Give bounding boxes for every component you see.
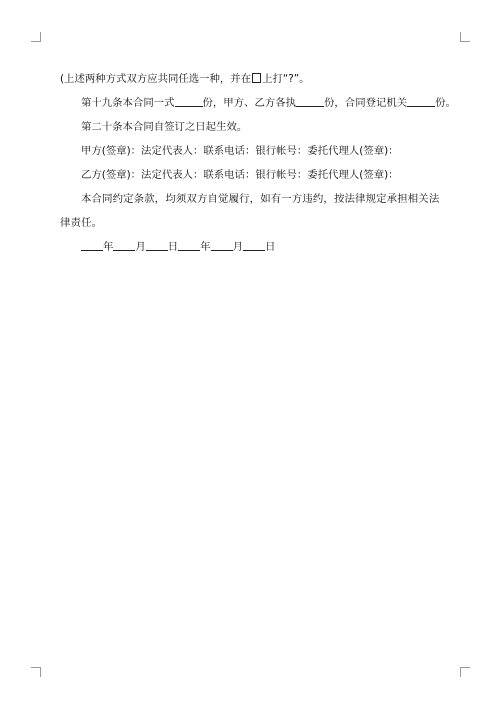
paragraph-selection-note xyxy=(60,67,444,91)
date-year-label-2: 年 xyxy=(200,241,211,253)
article-19-text-d: 份。 xyxy=(435,97,456,109)
crop-mark-bottom-left xyxy=(31,667,41,677)
note-text-before-box: (上述两种方式双方应共同任选一种，并在 xyxy=(60,73,252,85)
blank-day-1 xyxy=(146,240,168,251)
blank-month-2 xyxy=(211,240,233,251)
blank-day-2 xyxy=(243,240,265,251)
crop-mark-bottom-right xyxy=(460,667,470,677)
date-month-label-2: 月 xyxy=(232,241,243,253)
date-month-label-1: 月 xyxy=(135,241,146,253)
blank-copies-total xyxy=(175,96,203,107)
note-text-after-box: 上打“?”。 xyxy=(262,73,310,85)
paragraph-obligation-clause: 本合同约定条款，均须双方自觉履行，如有一方违约，按法律规定承担相关法律责任。 xyxy=(60,193,440,229)
paragraph-party-a-signature: 甲方(签章)：法定代表人：联系电话：银行帐号：委托代理人(签章)： xyxy=(81,145,399,157)
article-19-text-b: 份，甲方、乙方各执 xyxy=(202,97,297,109)
checkbox-square-icon xyxy=(252,73,261,83)
blank-month-1 xyxy=(113,240,135,251)
paragraph-article-19 xyxy=(60,91,456,115)
blank-copies-registry xyxy=(407,96,435,107)
paragraph-article-20: 第二十条本合同自签订之日起生效。 xyxy=(81,121,248,133)
article-19-text-c: 份，合同登记机关 xyxy=(324,97,408,109)
blank-copies-each xyxy=(296,96,324,107)
blank-year-1 xyxy=(81,240,103,251)
date-day-label-2: 日 xyxy=(264,241,276,253)
document-body xyxy=(60,67,456,259)
date-line xyxy=(60,235,444,259)
article-19-text-a: 第十九条本合同一式 xyxy=(81,97,175,109)
crop-mark-top-right xyxy=(460,32,470,42)
blank-year-2 xyxy=(178,240,200,251)
date-year-label-1: 年 xyxy=(103,241,114,253)
date-day-label-1: 日 xyxy=(167,241,179,253)
paragraph-party-b-signature: 乙方(签章)：法定代表人：联系电话：银行帐号：委托代理人(签章)： xyxy=(81,169,399,181)
crop-mark-top-left xyxy=(31,32,41,42)
